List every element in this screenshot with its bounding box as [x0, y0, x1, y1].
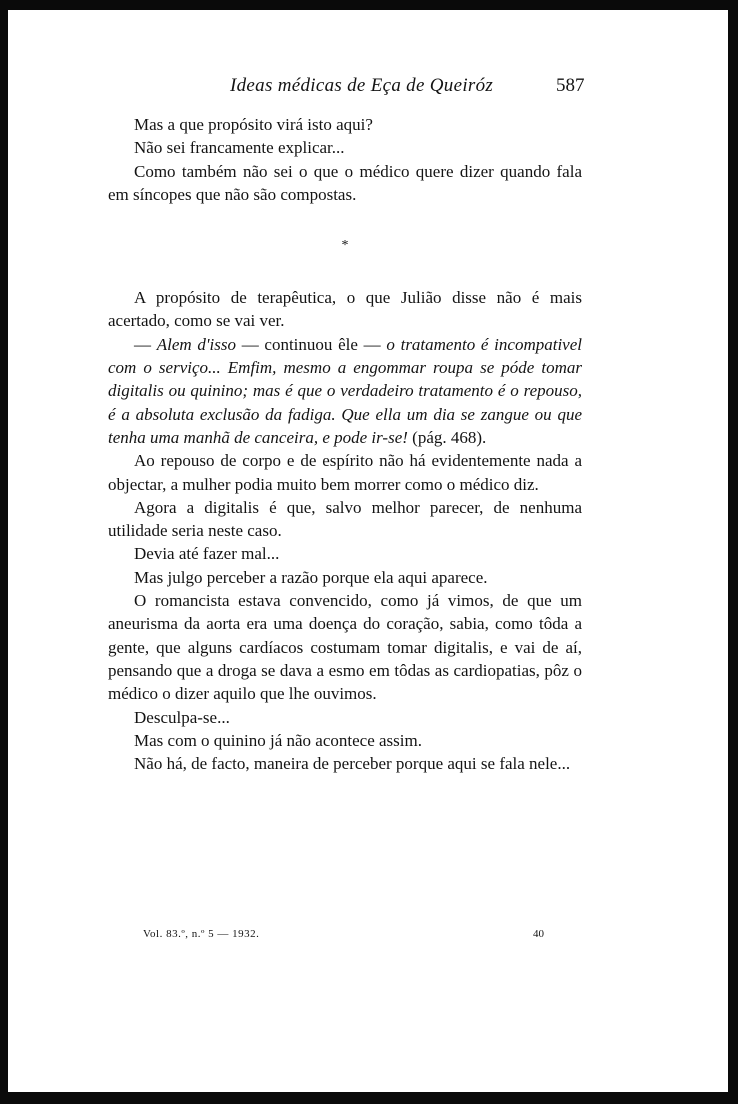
paragraph: Mas julgo perceber a razão porque ela aqui aparece.	[134, 567, 488, 587]
paragraph: A propósito de terapêutica, o que Julião disse não é mais acertado, como se vai ver.	[108, 288, 582, 331]
running-title: Ideas médicas de Eça de Queiróz	[230, 75, 494, 96]
section-separator: *	[341, 238, 349, 254]
volume-info: Vol. 83.º, n.º 5 — 1932.	[143, 928, 260, 940]
body-text	[108, 113, 582, 775]
paragraph: Devia até fazer mal...	[134, 544, 280, 564]
dash: —	[134, 334, 157, 354]
paragraph: Agora a digitalis é que, salvo melhor parecer, de nenhuma utilidade seria neste caso.	[108, 497, 582, 541]
quote-text: Alem d'isso	[156, 334, 236, 354]
paragraph: Desculpa-se...	[134, 707, 230, 727]
page-number: 587	[556, 75, 585, 96]
citation: (pág. 468).	[407, 427, 487, 447]
paragraph: O romancista estava convencido, como já vimos, de que um aneurisma da aorta era uma doença do coração, sabia, como tôda a gente, que alguns cardíacos costumam tomar digitalis, e vai de aí, pensando que a droga se dava a esmo em tôdas as cardiopatias, pôz o médico o dizer aquilo que lhe ouvimos.	[108, 591, 582, 704]
paragraph: Mas a que propósito virá isto aqui?	[134, 115, 373, 134]
page-header	[8, 75, 728, 105]
page-sheet	[8, 10, 728, 1092]
dash-attribution: — continuou êle —	[235, 334, 387, 354]
quote-text: o tratamento é incompativel com o serviço... Emfim, mesmo a engommar roupa se póde tomar digitalis ou quinino; mas é que o verdadeiro tratamento é o repouso, é a absoluta exclusão da fadiga. Que ella um dia se zangue ou que tenha uma manhã de canceira, e pode ir-se!	[108, 334, 582, 447]
signature-mark: 40	[533, 928, 544, 940]
paragraph: Não há, de facto, maneira de perceber porque aqui se fala nele...	[134, 754, 571, 774]
paragraph: Não sei francamente explicar...	[134, 138, 345, 158]
paragraph: Como também não sei o que o médico quere dizer quando fala em síncopes que não são compostas.	[108, 161, 582, 204]
paragraph: Ao repouso de corpo e de espírito não há evidentemente nada a objectar, a mulher podia muito bem morrer como o médico diz.	[108, 451, 582, 494]
paragraph: Mas com o quinino já não acontece assim.	[134, 730, 422, 750]
quoted-paragraph	[108, 333, 582, 449]
